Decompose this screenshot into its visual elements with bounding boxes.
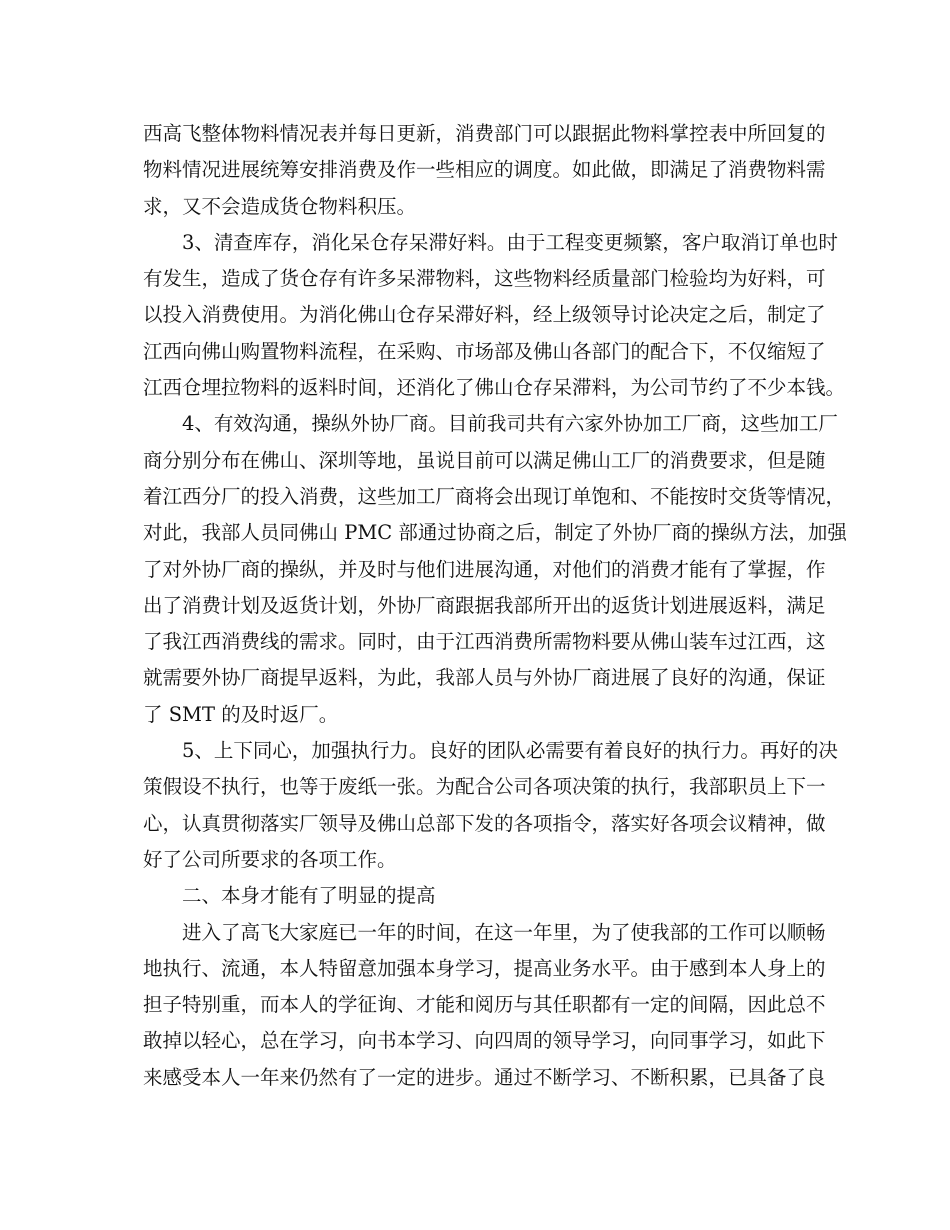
text-line: 物料情况进展统筹安排消费及作一些相应的调度。如此做，即满足了消费物料需 — [143, 158, 826, 182]
text-line: 就需要外协厂商提早返料，为此，我部人员与外协厂商进展了良好的沟通，保证 — [143, 666, 826, 690]
text-line: 求，又不会造成货仓物料积压。 — [143, 194, 417, 218]
text-line: 5、上下同心，加强执行力。良好的团队必需要有着良好的执行力。再好的决 — [182, 739, 838, 763]
text-line: 二、本身才能有了明显的提高 — [182, 884, 436, 908]
text-line: 江西仓埋拉物料的返料时间，还消化了佛山仓存呆滞料，为公司节约了不少本钱。 — [143, 376, 846, 400]
text-line: 有发生，造成了货仓存有许多呆滞物料，这些物料经质量部门检验均为好料，可 — [143, 267, 826, 291]
text-line: 西高飞整体物料情况表并每日更新，消费部门可以跟据此物料掌控表中所回复的 — [143, 122, 826, 145]
text-line: 了对外协厂商的操纵，并及时与他们进展沟通，对他们的消费才能有了掌握，作 — [143, 557, 826, 581]
text-line: 出了消费计划及返货计划，外协厂商跟据我部所开出的返货计划进展返料，满足 — [143, 593, 826, 617]
text-line: 担子特别重，而本人的学征询、才能和阅历与其任职都有一定的间隔，因此总不 — [143, 993, 826, 1017]
text-line: 心，认真贯彻落实厂领导及佛山总部下发的各项指令，落实好各项会议精神，做 — [143, 811, 826, 835]
text-line: 了我江西消费线的需求。同时，由于江西消费所需物料要从佛山装车过江西，这 — [143, 630, 826, 654]
text-line: 着江西分厂的投入消费，这些加工厂商将会出现订单饱和、不能按时交货等情况， — [143, 484, 846, 508]
text-line: 地执行、流通，本人特留意加强本身学习，提高业务水平。由于感到本人身上的 — [143, 956, 826, 980]
text-line: 了 SMT 的及时返厂。 — [143, 702, 339, 726]
text-line: 对此，我部人员同佛山 PMC 部通过协商之后，制定了外协厂商的操纵方法，加强 — [143, 521, 847, 545]
document-body — [143, 116, 847, 1096]
text-line: 以投入消费使用。为消化佛山仓存呆滞好料，经上级领导讨论决定之后，制定了 — [143, 303, 826, 327]
text-line: 来感受本人一年来仍然有了一定的进步。通过不断学习、不断积累，已具备了良 — [143, 1065, 826, 1089]
text-line: 策假设不执行，也等于废纸一张。为配合公司各项决策的执行，我部职员上下一 — [143, 775, 826, 799]
text-line: 进入了高飞大家庭已一年的时间，在这一年里，为了使我部的工作可以顺畅 — [182, 920, 826, 944]
text-line: 4、有效沟通，操纵外协厂商。目前我司共有六家外协加工厂商，这些加工厂 — [182, 412, 838, 436]
text-line: 敢掉以轻心，总在学习，向书本学习、向四周的领导学习，向同事学习，如此下 — [143, 1029, 826, 1053]
text-line: 商分别分布在佛山、深圳等地，虽说目前可以满足佛山工厂的消费要求，但是随 — [143, 448, 826, 472]
text-line: 好了公司所要求的各项工作。 — [143, 847, 397, 871]
text-line: 3、清查库存，消化呆仓存呆滞好料。由于工程变更频繁，客户取消订单也时 — [182, 230, 838, 254]
text-line: 江西向佛山购置物料流程，在采购、市场部及佛山各部门的配合下，不仅缩短了 — [143, 339, 826, 363]
